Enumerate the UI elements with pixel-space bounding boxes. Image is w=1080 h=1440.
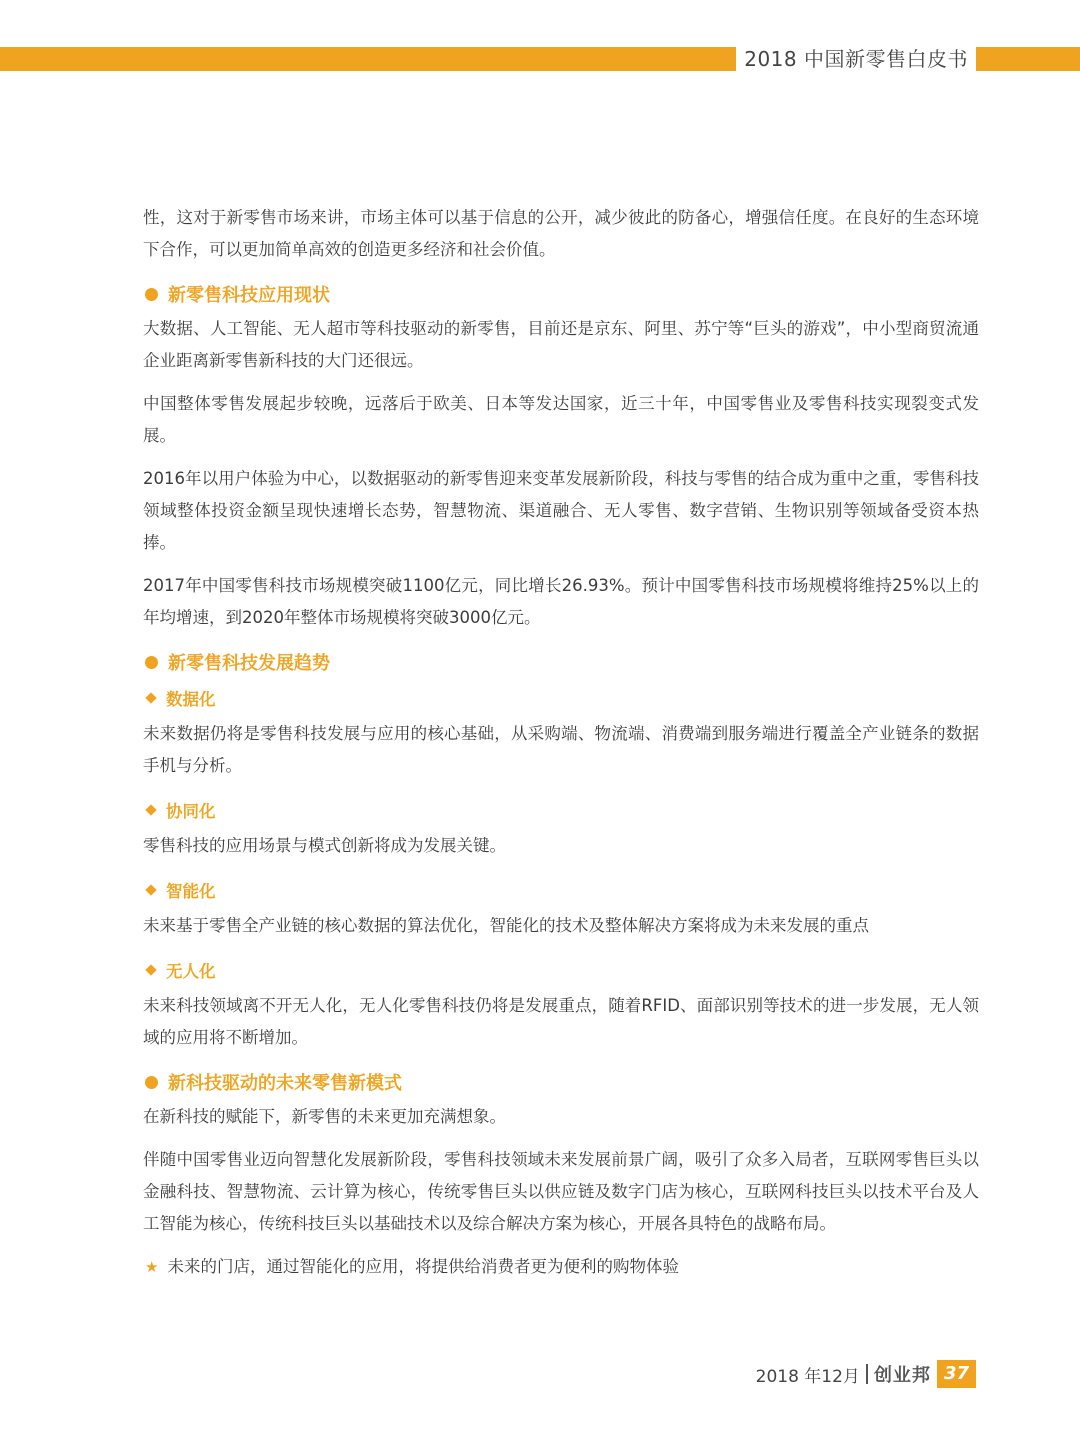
section-heading-new-model [143, 1065, 979, 1099]
star-note [143, 1251, 979, 1283]
page-number: 37 [937, 1360, 976, 1388]
paragraph: 中国整体零售发展起步较晚，远落后于欧美、日本等发达国家，近三十年，中国零售业及零售科技实现裂变式发展。 [143, 394, 979, 445]
subheading-label: 智能化 [166, 882, 216, 901]
subheading-label: 无人化 [166, 962, 216, 981]
section-heading-label: 新科技驱动的未来零售新模式 [168, 1073, 402, 1094]
paragraph: 零售科技的应用场景与模式创新将成为发展关键。 [143, 836, 506, 855]
footer-divider [866, 1364, 868, 1384]
paragraph: 未来数据仍将是零售科技发展与应用的核心基础，从采购端、物流端、消费端到服务端进行覆盖全产业链条的数据手机与分析。 [143, 724, 979, 775]
diamond-bullet-icon [145, 884, 156, 895]
star-icon: ★ [145, 1258, 159, 1276]
intro-paragraph: 性，这对于新零售市场来讲，市场主体可以基于信息的公开，减少彼此的防备心，增强信任度。在良好的生态环境下合作，可以更加简单高效的创造更多经济和社会价值。 [143, 208, 979, 259]
header-title: 2018 中国新零售白皮书 [736, 44, 976, 74]
diamond-bullet-icon [145, 804, 156, 815]
section-heading-current-status [143, 277, 979, 311]
paragraph: 未来科技领域离不开无人化，无人化零售科技仍将是发展重点，随着RFID、面部识别等技术的进一步发展，无人领域的应用将不断增加。 [143, 996, 979, 1047]
subheading-intelligence [143, 873, 979, 907]
circle-bullet-icon [145, 656, 158, 669]
paragraph: 伴随中国零售业迈向智慧化发展新阶段，零售科技领域未来发展前景广阔，吸引了众多入局者，互联网零售巨头以金融科技、智慧物流、云计算为核心，传统零售巨头以供应链及数字门店为核心，互联网科技巨头以技术平台及人工智能为核心，传统科技巨头以基础技术以及综合解决方案为核心，开展各具特色的战略布局。 [143, 1150, 979, 1233]
paragraph: 2017年中国零售科技市场规模突破1100亿元，同比增长26.93%。预计中国零售科技市场规模将维持25%以上的年均增速，到2020年整体市场规模将突破3000亿元。 [143, 576, 979, 627]
subheading-unmanned [143, 953, 979, 987]
page-content [143, 202, 979, 1283]
section-heading-label: 新零售科技发展趋势 [168, 653, 330, 674]
subheading-label: 数据化 [166, 690, 216, 709]
section-heading-trends [143, 645, 979, 679]
diamond-bullet-icon [145, 964, 156, 975]
paragraph: 大数据、人工智能、无人超市等科技驱动的新零售，目前还是京东、阿里、苏宁等“巨头的游戏”，中小型商贸流通企业距离新零售新科技的大门还很远。 [143, 319, 979, 370]
footer [756, 1360, 976, 1388]
paragraph: 未来基于零售全产业链的核心数据的算法优化，智能化的技术及整体解决方案将成为未来发展的重点 [143, 916, 869, 935]
footer-brand-logo: 创业邦 [873, 1365, 931, 1386]
circle-bullet-icon [145, 1076, 158, 1089]
diamond-bullet-icon [145, 692, 156, 703]
star-note-text: 未来的门店，通过智能化的应用，将提供给消费者更为便利的购物体验 [167, 1257, 679, 1276]
paragraph: 在新科技的赋能下，新零售的未来更加充满想象。 [143, 1107, 506, 1126]
subheading-collaboration [143, 793, 979, 827]
paragraph: 2016年以用户体验为中心，以数据驱动的新零售迎来变革发展新阶段，科技与零售的结合成为重中之重，零售科技领域整体投资金额呈现快速增长态势，智慧物流、渠道融合、无人零售、数字营销、生物识别等领域备受资本热捧。 [143, 469, 979, 552]
footer-date: 2018 年12月 [755, 1366, 860, 1387]
subheading-datafication [143, 681, 979, 715]
circle-bullet-icon [145, 288, 158, 301]
subheading-label: 协同化 [166, 802, 216, 821]
section-heading-label: 新零售科技应用现状 [168, 285, 330, 306]
